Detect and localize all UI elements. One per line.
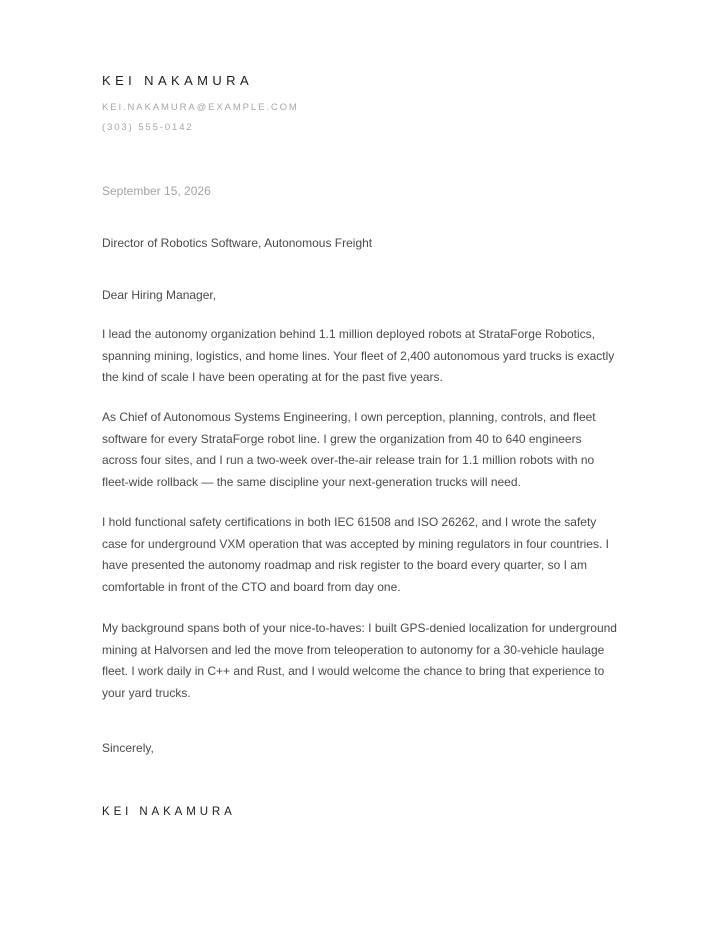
sender-name: KEI NAKAMURA (102, 73, 254, 88)
body-paragraph-1: I lead the autonomy organization behind 1.1 million deployed robots at StrataForge Robotics, spanning mining, logistics, and home lines. Your fleet of 2,400 autonomous yard trucks is exactly the kind of scale I have been operating at for the past five years. (102, 327, 615, 385)
recipient-line: Director of Robotics Software, Autonomous Freight (102, 236, 373, 250)
sender-phone: (303) 555-0142 (102, 122, 194, 133)
salutation: Dear Hiring Manager, (102, 288, 217, 302)
body-paragraph-3: I hold functional safety certifications in both IEC 61508 and ISO 26262, and I wrote the safety case for underground VXM operation that was accepted by mining regulators in four countries. I have presented the autonomy roadmap and risk register to the board every quarter, so I am comfortable in front of the CTO and board from day one. (102, 515, 609, 594)
body-paragraph-4: My background spans both of your nice-to-haves: I built GPS-denied localization for underground mining at Halvorsen and led the move from teleoperation to autonomy for a 30-vehicle haulage fleet. I work daily in C++ and Rust, and I would welcome the chance to bring that experience to your yard trucks. (102, 621, 617, 700)
signature-name: KEI NAKAMURA (102, 806, 236, 818)
closing: Sincerely, (102, 741, 154, 755)
body-paragraph-2: As Chief of Autonomous Systems Engineering, I own perception, planning, controls, and fleet software for every StrataForge robot line. I grew the organization from 40 to 640 engineers across four sites, and I run a two-week over-the-air release train for 1.1 million robots with no fleet-wide rollback — the same discipline your next-generation trucks will need. (102, 410, 596, 489)
letter-date: September 15, 2026 (102, 184, 211, 198)
sender-email: KEI.NAKAMURA@EXAMPLE.COM (102, 102, 299, 113)
